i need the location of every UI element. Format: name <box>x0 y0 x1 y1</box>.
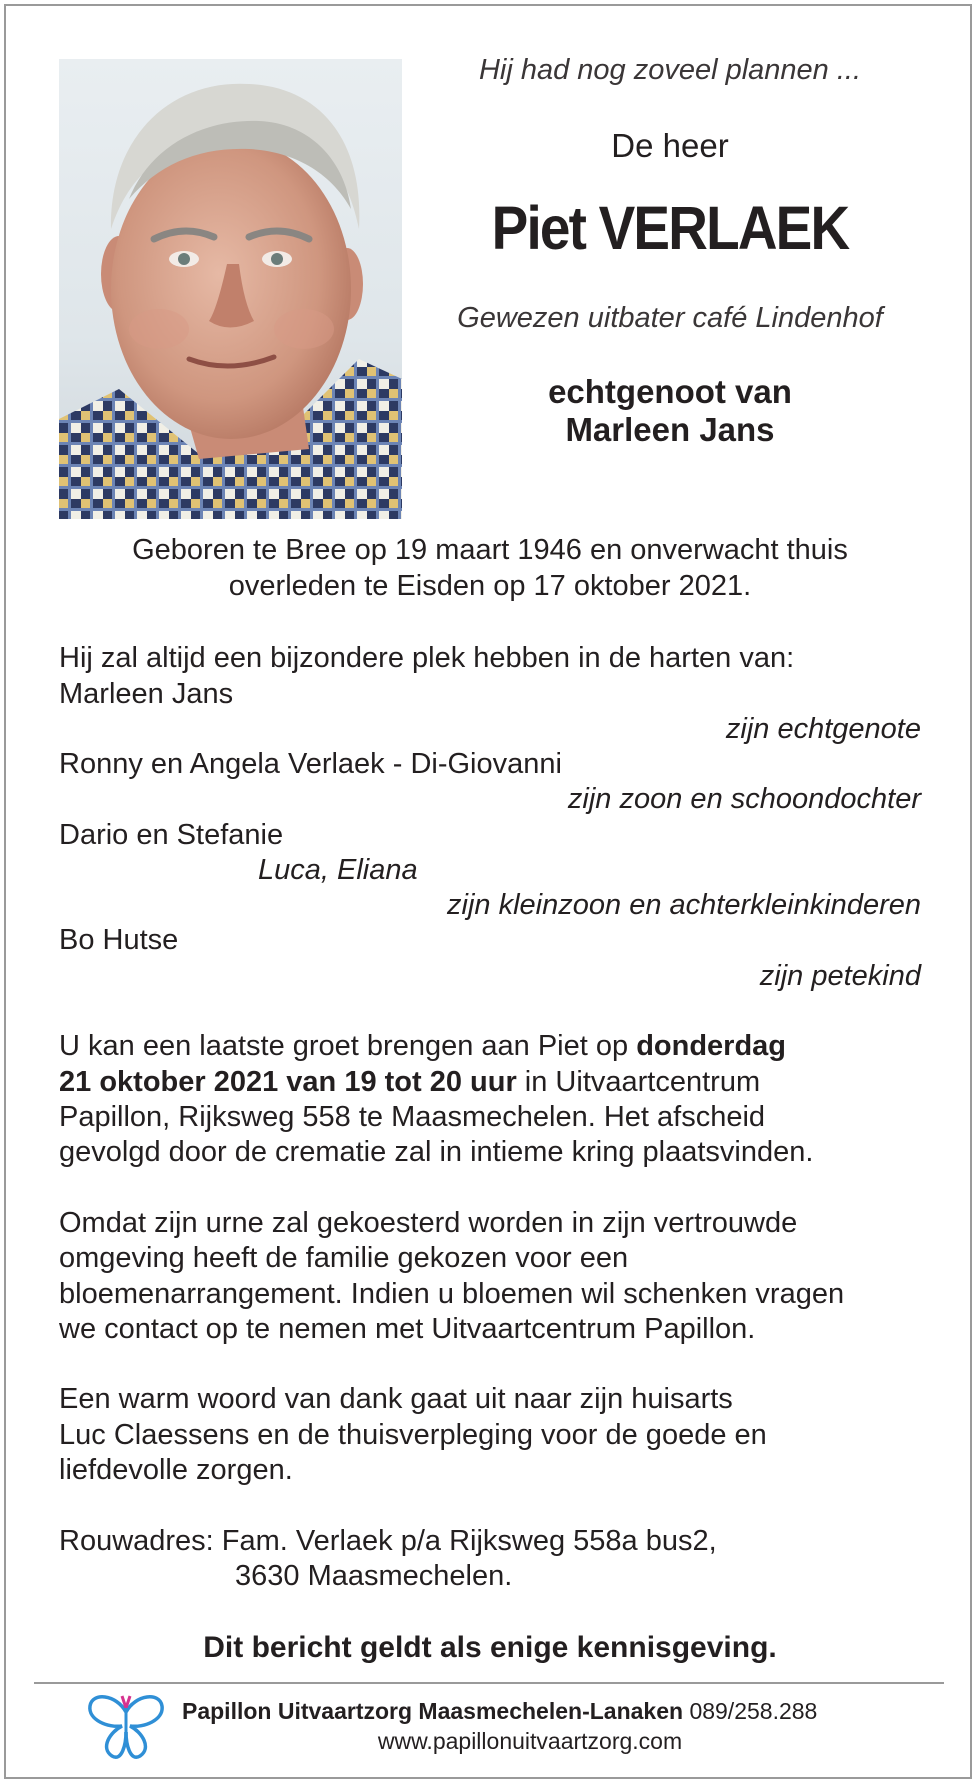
family-member-name: Marleen Jans <box>59 678 234 710</box>
butterfly-logo-icon <box>86 1688 166 1764</box>
family-member-name: Ronny en Angela Verlaek - Di-Giovanni <box>59 748 562 780</box>
address-line-2: 3630 Maasmechelen. <box>235 1560 513 1592</box>
urn-line-2: omgeving heeft de familie gekozen voor een <box>59 1242 629 1274</box>
family-member-name: Dario en Stefanie <box>59 819 284 851</box>
visit-day: donderdag <box>636 1030 787 1062</box>
visit-datetime: 21 oktober 2021 van 19 tot 20 uur <box>59 1066 517 1098</box>
thanks-line-2: Luc Claessens en de thuisverpleging voor de goede en <box>59 1419 767 1451</box>
family-member-name: Bo Hutse <box>59 924 179 956</box>
notice: Dit bericht geldt als enige kennisgeving. <box>203 1631 777 1664</box>
urn-line-4: we contact op te nemen met Uitvaartcentrum Papillon. <box>59 1313 756 1345</box>
birth-line-2: overleden te Eisden op 17 oktober 2021. <box>228 570 752 602</box>
visit-line-1 <box>59 1028 959 1064</box>
company-phone: 089/258.288 <box>689 1698 818 1724</box>
family-member-relation: zijn kleinzoon en achterkleinkinderen <box>447 889 921 921</box>
footer-divider <box>34 1682 944 1684</box>
family-member-relation: zijn zoon en schoondochter <box>567 783 921 815</box>
company-name: Papillon Uitvaartzorg Maasmechelen-Lanaken <box>182 1698 684 1724</box>
urn-line-1: Omdat zijn urne zal gekoesterd worden in zijn vertrouwde <box>59 1207 798 1239</box>
visit-line-3: Papillon, Rijksweg 558 te Maasmechelen. Het afscheid <box>59 1101 766 1133</box>
spouse-line-2: Marleen Jans <box>565 411 775 448</box>
birth-line-1: Geboren te Bree op 19 maart 1946 en onverwacht thuis <box>132 534 848 566</box>
visit-line-4: gevolgd door de crematie zal in intieme kring plaatsvinden. <box>59 1136 814 1168</box>
family-member-relation: zijn petekind <box>759 960 921 992</box>
deceased-name: Piet VERLAEK <box>491 194 849 262</box>
family-member-sub: Luca, Eliana <box>258 854 418 886</box>
spouse-line-1: echtgenoot van <box>548 373 792 410</box>
company-website-link[interactable]: www.papillonuitvaartzorg.com <box>377 1728 683 1754</box>
family-member-relation: zijn echtgenote <box>725 713 921 745</box>
portrait-photo <box>59 59 402 519</box>
address-line-1: Rouwadres: Fam. Verlaek p/a Rijksweg 558a bus2, <box>59 1525 717 1557</box>
family-intro: Hij zal altijd een bijzondere plek hebben in de harten van: <box>59 642 795 674</box>
salutation: De heer <box>611 127 729 164</box>
quote: Hij had nog zoveel plannen ... <box>478 54 862 86</box>
visit-text: in Uitvaartcentrum <box>516 1066 761 1098</box>
visit-line-2 <box>59 1064 959 1100</box>
thanks-line-1: Een warm woord van dank gaat uit naar zijn huisarts <box>59 1383 733 1415</box>
footer-company-line <box>182 1697 922 1725</box>
thanks-line-3: liefdevolle zorgen. <box>59 1454 293 1486</box>
visit-text: U kan een laatste groet brengen aan Piet op <box>59 1030 637 1062</box>
occupation: Gewezen uitbater café Lindenhof <box>457 302 883 334</box>
urn-line-3: bloemenarrangement. Indien u bloemen wil schenken vragen <box>59 1278 845 1310</box>
